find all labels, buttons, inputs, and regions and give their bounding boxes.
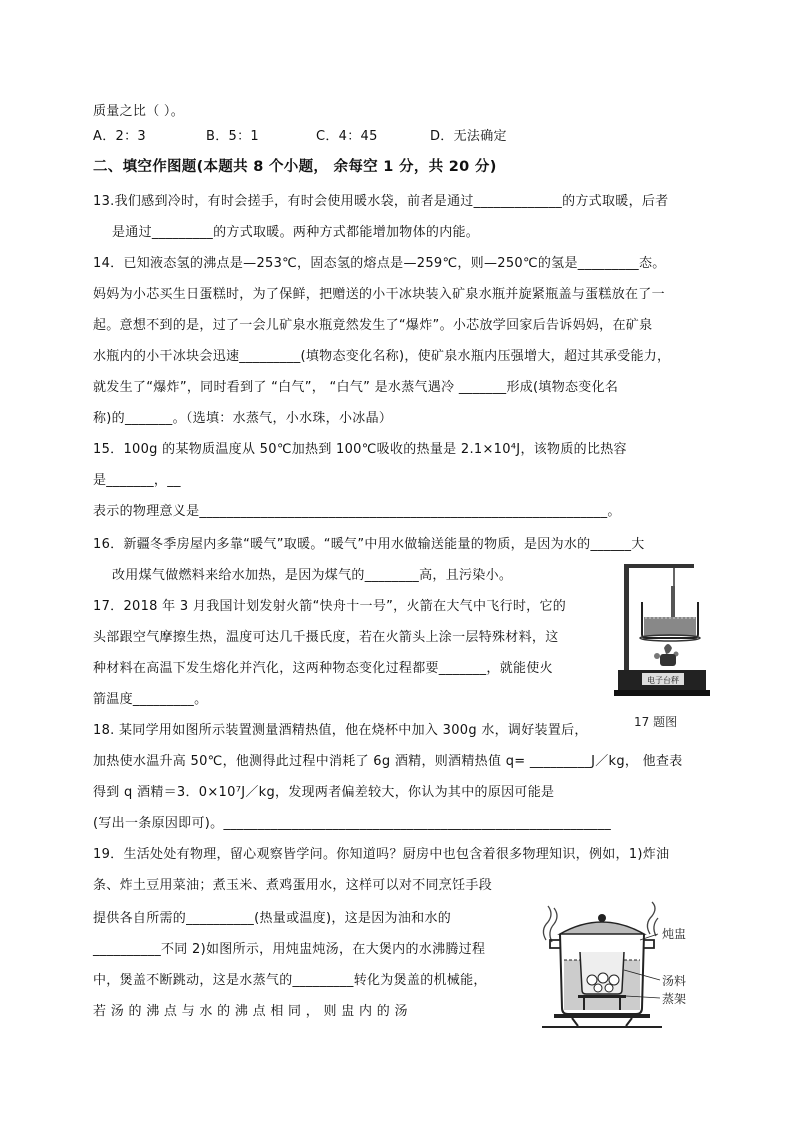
fig17-base-text: 电子台秤 bbox=[647, 676, 679, 685]
q19-line-5: 中，煲盖不断跳动，这是水蒸气的_________转化为煲盖的机械能， bbox=[93, 973, 487, 988]
q18-line-4: (写出一条原因即可)。_________________________________________________________ bbox=[93, 816, 612, 831]
fig17-caption: 17 题图 bbox=[634, 715, 678, 729]
q14-line-3: 起。意想不到的是，过了一会儿矿泉水瓶竟然发生了“爆炸”。小芯放学回家后告诉妈妈，在矿泉 bbox=[93, 318, 653, 333]
q19-line-3: 提供各自所需的__________(热量或温度)，这是因为油和水的 bbox=[93, 911, 452, 926]
q16-line-2: 改用煤气做燃料来给水加热，是因为煤气的________高，且污染小。 bbox=[112, 568, 513, 583]
q17-line-1: 17．2018 年 3 月我国计划发射火箭“快舟十一号”，火箭在大气中飞行时，它的 bbox=[93, 599, 567, 614]
q14-line-6: 称)的_______。（选填：水蒸气，小水珠，小冰晶） bbox=[93, 411, 393, 426]
fig17-apparatus-illustration bbox=[612, 562, 712, 707]
option-b: B．5：1 bbox=[206, 129, 259, 144]
q19-line-1: 19．生活处处有物理，留心观察皆学问。你知道吗？厨房中也包含着很多物理知识，例如，1)炸油 bbox=[93, 847, 670, 862]
option-d: D．无法确定 bbox=[430, 129, 507, 144]
q15-line-3: 表示的物理意义是____________________________________________________________。 bbox=[93, 504, 621, 519]
q16-line-1: 16．新疆冬季房屋内多靠“暖气”取暖。“暖气”中用水做输送能量的物质，是因为水的______大 bbox=[93, 537, 645, 552]
section-heading: 二、填空作图题(本题共 8 个小题， 余每空 1 分，共 20 分) bbox=[93, 159, 497, 175]
fig19-label-zhengjia: 蒸架 bbox=[662, 992, 687, 1006]
q12-tail-text: 质量之比（ ）。 bbox=[93, 104, 185, 119]
q17-line-2: 头部跟空气摩擦生热，温度可达几千摄氏度，若在火箭头上涂一层特殊材料，这 bbox=[93, 630, 559, 645]
q19-line-6: 若 汤 的 沸 点 与 水 的 沸 点 相 同 ， 则 盅 内 的 汤 bbox=[93, 1004, 408, 1019]
q18-line-2: 加热使水温升高 50℃，他测得此过程中消耗了 6g 酒精，则酒精热值 q= _________J／kg， 他查表 bbox=[93, 754, 683, 769]
fig19-label-dunzhong: 炖盅 bbox=[662, 927, 687, 941]
q17-line-4: 箭温度_________。 bbox=[93, 692, 208, 707]
q15-line-2: 是_______，__ bbox=[93, 473, 181, 488]
option-a: A．2：3 bbox=[93, 129, 146, 144]
fig19-label-tangliao: 汤料 bbox=[662, 974, 687, 988]
q19-line-4: __________不同 2)如图所示，用炖盅炖汤，在大煲内的水沸腾过程 bbox=[93, 942, 486, 957]
q19-line-2: 条、炸土豆用菜油；煮玉米、煮鸡蛋用水，这样可以对不同烹饪手段 bbox=[93, 878, 493, 893]
fig19-stew-pot-illustration bbox=[532, 900, 667, 1030]
q17-line-3: 种材料在高温下发生熔化并汽化，这两种物态变化过程都要_______，就能使火 bbox=[93, 661, 553, 676]
q18-line-1: 18. 某同学用如图所示装置测量酒精热值，他在烧杯中加入 300g 水，调好装置后， bbox=[93, 723, 588, 738]
q14-line-1: 14．已知液态氢的沸点是—253℃，固态氢的熔点是—259℃，则—250℃的氢是_________态。 bbox=[93, 256, 666, 271]
q13-line-1: 13.我们感到冷时，有时会搓手，有时会使用暖水袋，前者是通过_____________的方式取暖，后者 bbox=[93, 194, 669, 209]
q15-line-1: 15．100g 的某物质温度从 50℃加热到 100℃吸收的热量是 2.1×10⁴J，该物质的比热容 bbox=[93, 442, 627, 457]
option-c: C．4：45 bbox=[316, 129, 378, 144]
q18-line-3: 得到 q 酒精＝3．0×10⁷J／kg，发现两者偏差较大，你认为其中的原因可能是 bbox=[93, 785, 555, 800]
q13-line-2: 是通过_________的方式取暖。两种方式都能增加物体的内能。 bbox=[112, 225, 480, 240]
q14-line-2: 妈妈为小芯买生日蛋糕时，为了保鲜，把赠送的小干冰块装入矿泉水瓶并旋紧瓶盖与蛋糕放在了一 bbox=[93, 287, 665, 302]
q14-line-4: 水瓶内的小干冰块会迅速_________(填物态变化名称)，使矿泉水瓶内压强增大，超过其承受能力， bbox=[93, 349, 671, 364]
q12-options bbox=[93, 128, 507, 146]
q14-line-5: 就发生了“爆炸”，同时看到了 “白气”， “白气” 是水蒸气遇冷 _______形成(填物态变化名 bbox=[93, 380, 619, 395]
